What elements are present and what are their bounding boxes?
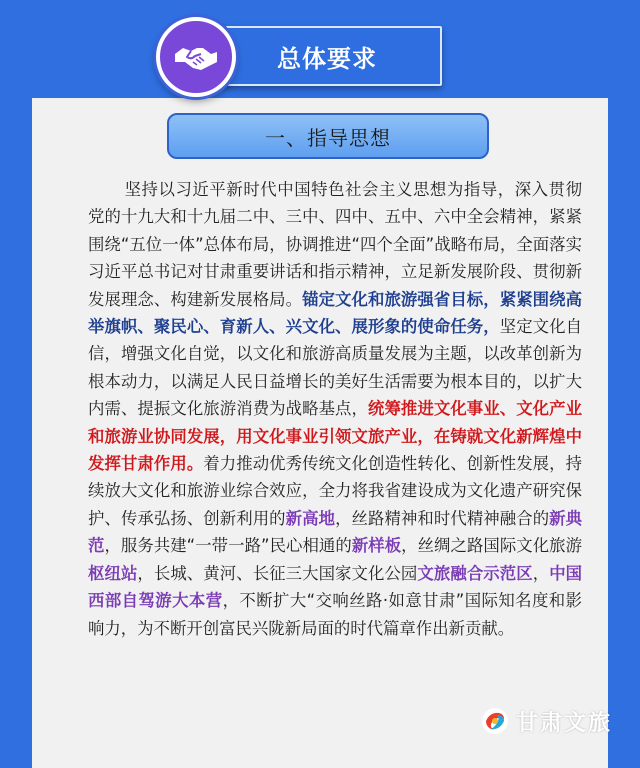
text-segment: ， xyxy=(532,563,550,583)
text-segment: ，长城、黄河、长征三大国家文化公园 xyxy=(137,563,418,583)
highlight-red: 统筹推进文化事业、文化产业和旅游业协同发展，用文化事业引领文旅产业，在铸就文化新辉煌中发挥甘肃作用。 xyxy=(88,399,583,474)
text-segment: ，服务共建“一带一路”民心相通的 xyxy=(104,536,352,556)
text-segment: 着力推动优秀传统文化创造性转化、创新性发展，持续放大文化和旅游业综合效应，全力将我省建设成为文化遗产研究保护、传承弘扬、创新利用的 xyxy=(88,454,583,528)
header-banner xyxy=(212,26,442,86)
text-segment: ，丝绸之路国际文化旅游 xyxy=(401,536,583,556)
highlight-blue: 锚定文化和旅游强省目标，紧紧围绕高举旗帜、聚民心、育新人、兴文化、展形象的使命任务， xyxy=(88,289,583,337)
brand-logo xyxy=(480,704,612,738)
handshake-icon xyxy=(173,42,219,72)
highlight-purple: 新样板 xyxy=(351,536,402,556)
section-heading xyxy=(167,113,489,159)
handshake-badge xyxy=(156,17,236,97)
highlight-purple: 枢纽站 xyxy=(88,563,138,583)
page-title: 总体要求 xyxy=(277,44,377,73)
gansu-swirl-logo-icon xyxy=(480,706,510,736)
text-segment: ，不断扩大“交响丝路·如意甘肃”国际知名度和影响力，为不断开创富民兴陇新局面的时代篇章作出新贡献。 xyxy=(88,591,582,638)
highlight-purple: 新典范 xyxy=(88,508,583,556)
highlight-purple: 文旅融合示范区 xyxy=(417,563,533,583)
text-segment: ，丝路精神和时代精神融合的 xyxy=(335,508,550,528)
brand-logo-text: 甘肃文旅 xyxy=(516,710,613,736)
highlight-purple: 新高地 xyxy=(285,508,336,528)
text-segment: 坚定文化自信，增强文化自觉，以文化和旅游高质量发展为主题，以改革创新为根本动力，以满足人民日益增长的美好生活需要为根本目的，以扩大内需、提振文化旅游消费为战略基点， xyxy=(88,317,583,419)
section-title: 一、指导思想 xyxy=(265,125,391,150)
highlight-purple: 中国西部自驾游大本营 xyxy=(88,563,583,611)
text-segment: 坚持以习近平新时代中国特色社会主义思想为指导，深入贯彻党的十九大和十九届二中、三中、四中、五中、六中全会精神，紧紧围绕“五位一体”总体布局，协调推进“四个全面”战略布局，全面落实习近平总书记对甘肃重要讲话和指示精神，立足新发展阶段、贯彻新发展理念、构建新发展格局。 xyxy=(88,180,582,309)
body-paragraph xyxy=(88,176,582,642)
